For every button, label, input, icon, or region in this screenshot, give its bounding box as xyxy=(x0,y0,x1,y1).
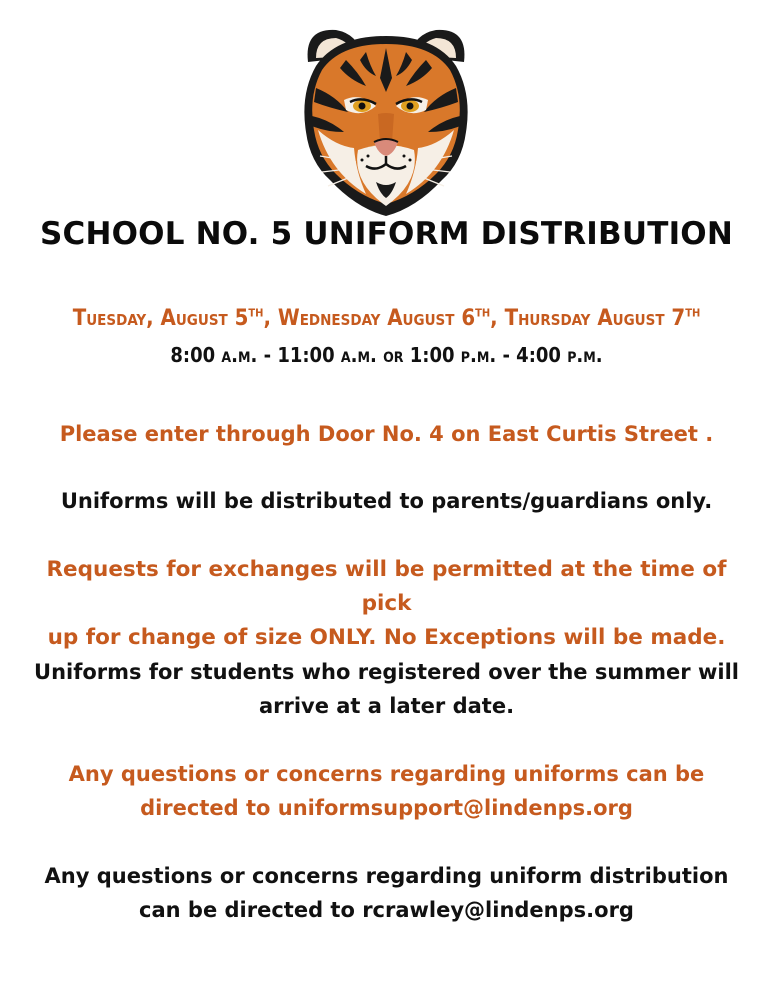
uniform-questions-contact xyxy=(20,757,753,825)
entrance-instruction: Please enter through Door No. 4 on East Curtis Street . xyxy=(59,422,714,446)
date-tuesday: Tuesday, August 5 xyxy=(72,306,249,331)
distribution-questions-line: can be directed to rcrawley@lindenps.org xyxy=(139,898,634,922)
distribution-questions-contact xyxy=(20,859,753,927)
distribution-times: 8:00 a.m. - 11:00 a.m. or 1:00 p.m. - 4:00 p.m. xyxy=(170,343,603,367)
distribution-questions-line: Any questions or concerns regarding uniform distribution xyxy=(44,864,729,888)
tiger-head-icon xyxy=(296,22,476,218)
summer-notice-line: arrive at a later date. xyxy=(258,694,515,718)
date-wednesday: , Wednesday August 6 xyxy=(263,306,476,331)
date-suffix: TH xyxy=(248,306,264,320)
page-title: SCHOOL NO. 5 UNIFORM DISTRIBUTION xyxy=(39,216,734,252)
uniform-questions-line: directed to uniformsupport@lindenps.org xyxy=(140,796,633,820)
exchange-policy-line: Requests for exchanges will be permitted at the time of pick xyxy=(46,557,727,616)
summer-notice-line: Uniforms for students who registered over the summer will xyxy=(34,660,739,684)
date-suffix: TH xyxy=(475,306,491,320)
exchange-policy-line: up for change of size ONLY. No Exceptions will be made. xyxy=(47,625,726,650)
exchange-policy xyxy=(20,553,753,655)
distribution-dates xyxy=(0,306,773,331)
distribution-notice: Uniforms will be distributed to parents/guardians only. xyxy=(60,489,713,513)
uniform-questions-line: Any questions or concerns regarding uniforms can be xyxy=(68,762,705,786)
date-thursday: , Thursday August 7 xyxy=(490,306,686,331)
summer-registration-notice xyxy=(20,655,753,723)
date-suffix: TH xyxy=(685,306,701,320)
